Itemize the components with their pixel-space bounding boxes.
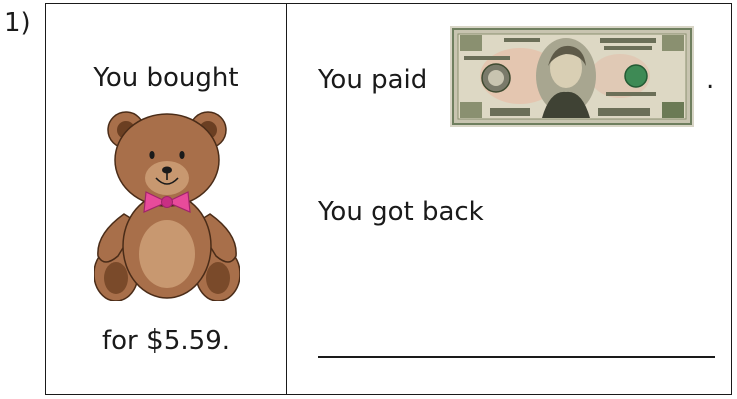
paid-label: You paid [318,65,428,95]
ten-dollar-bill-icon [450,26,694,127]
problem-number: 1) [4,8,31,38]
price-prefix: for [102,326,138,356]
price-label [46,324,286,357]
bought-label: You bought [93,63,239,93]
answer-line[interactable] [318,356,715,358]
teddy-bear-icon [94,106,240,301]
price-value: 5.59. [163,326,230,356]
worksheet-box [45,3,732,395]
panel-divider [286,4,287,394]
got-back-label: You got back [318,197,484,227]
period: . [706,65,715,95]
dollar-sign: $ [146,323,164,356]
left-panel [46,4,286,394]
